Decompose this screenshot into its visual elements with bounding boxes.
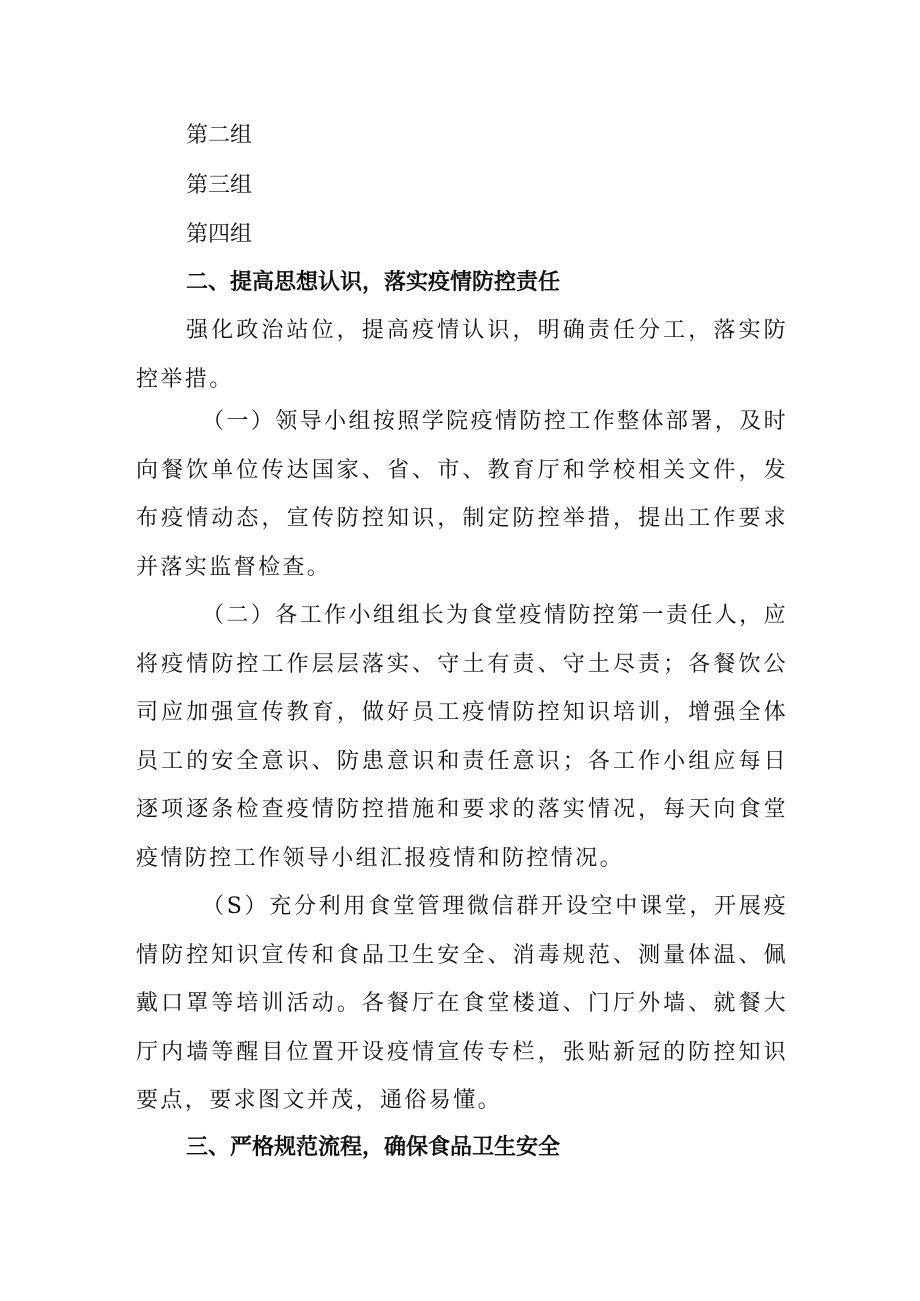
section-two-intro: 强化政治站位，提高疫情认识，明确责任分工，落实防控举措。 bbox=[136, 318, 788, 392]
section-two-heading: 二、提高思想认识，落实疫情防控责任 bbox=[186, 270, 561, 295]
group-three: 第三组 bbox=[186, 173, 253, 198]
group-two: 第二组 bbox=[186, 123, 253, 148]
section-two-item-2: （二）各工作小组组长为食堂疫情防控第一责任人，应将疫情防控工作层层落实、守土有责、守土尽责；各餐饮公司应加强宣传教育，做好员工疫情防控知识培训，增强全体员工的安全意识、防患意识和责任意识；各工作小组应每日逐项逐条检查疫情防控措施和要求的落实情况，每天向食堂疫情防控工作领导小组汇报疫情和防控情况。 bbox=[136, 603, 788, 871]
group-four: 第四组 bbox=[186, 222, 253, 247]
section-two-item-3: （S）充分利用食堂管理微信群开设空中课堂，开展疫情防控知识宣传和食品卫生安全、消毒规范、测量体温、佩戴口罩等培训活动。各餐厅在食堂楼道、门厅外墙、就餐大厅内墙等醒目位置开设疫情宣传专栏，张贴新冠的防控知识要点，要求图文并茂，通俗易懂。 bbox=[136, 894, 788, 1113]
section-two-item-1: （一）领导小组按照学院疫情防控工作整体部署，及时向餐饮单位传达国家、省、市、教育厅和学校相关文件，发布疫情动态，宣传防控知识，制定防控举措，提出工作要求并落实监督检查。 bbox=[136, 409, 788, 580]
section-three-heading: 三、严格规范流程，确保食品卫生安全 bbox=[186, 1135, 561, 1160]
